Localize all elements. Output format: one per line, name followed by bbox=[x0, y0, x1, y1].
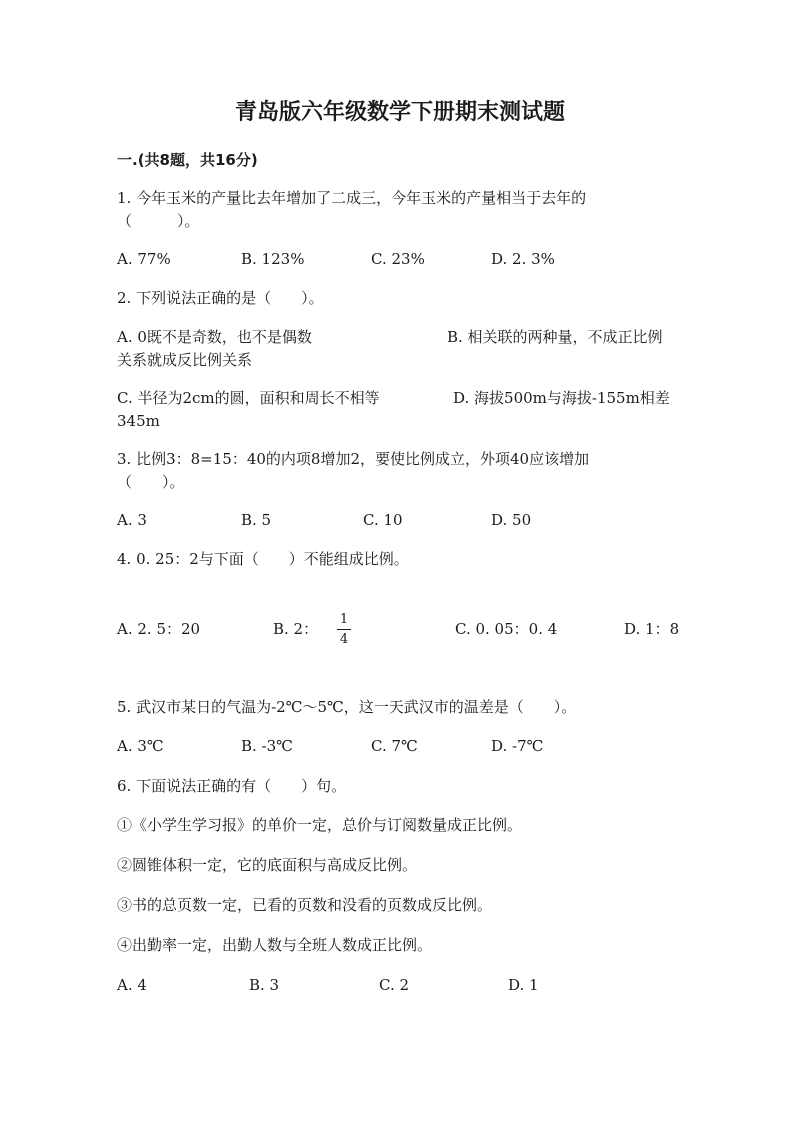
q6-statement-2: ②圆锥体积一定，它的底面积与高成反比例。 bbox=[117, 856, 418, 874]
q1-stem-line1: 1. 今年玉米的产量比去年增加了二成三，今年玉米的产量相当于去年的 bbox=[117, 189, 587, 207]
q4-option-a: A. 2. 5：20 bbox=[117, 620, 201, 638]
q2-option-d-cont: 345m bbox=[117, 412, 160, 430]
q4-stem: 4. 0. 25：2与下面（ ）不能组成比例。 bbox=[117, 550, 409, 568]
fraction-bar bbox=[337, 629, 351, 630]
q1-option-b: B. 123% bbox=[241, 250, 305, 268]
section-heading: 一.(共8题，共16分) bbox=[117, 151, 258, 169]
q4-option-b-fraction bbox=[334, 612, 354, 647]
page-title: 青岛版六年级数学下册期末测试题 bbox=[234, 100, 565, 125]
fraction-denominator: 4 bbox=[339, 632, 349, 647]
q3-option-d: D. 50 bbox=[491, 511, 532, 529]
q6-stem: 6. 下面说法正确的有（ ）句。 bbox=[117, 777, 347, 795]
q2-option-b-cont: 关系就成反比例关系 bbox=[117, 351, 253, 369]
q6-statement-4: ④出勤率一定，出勤人数与全班人数成正比例。 bbox=[117, 936, 433, 954]
q1-option-c: C. 23% bbox=[371, 250, 425, 268]
q3-stem-line2: （ ）。 bbox=[117, 473, 185, 491]
q1-stem-line2: （ ）。 bbox=[117, 212, 200, 230]
q3-option-c: C. 10 bbox=[363, 511, 403, 529]
q6-option-a: A. 4 bbox=[117, 976, 147, 994]
q3-option-b: B. 5 bbox=[241, 511, 272, 529]
q6-option-d: D. 1 bbox=[508, 976, 539, 994]
q5-stem: 5. 武汉市某日的气温为-2℃～5℃，这一天武汉市的温差是（ ）。 bbox=[117, 698, 577, 716]
q3-option-a: A. 3 bbox=[117, 511, 147, 529]
q6-option-b: B. 3 bbox=[249, 976, 280, 994]
q1-option-d: D. 2. 3% bbox=[491, 250, 555, 268]
q2-stem: 2. 下列说法正确的是（ ）。 bbox=[117, 289, 324, 307]
q2-option-b: B. 相关联的两种量，不成正比例 bbox=[447, 328, 663, 346]
q5-option-b: B. -3℃ bbox=[241, 737, 293, 755]
q6-statement-1: ①《小学生学习报》的单价一定，总价与订阅数量成正比例。 bbox=[117, 816, 523, 834]
q5-option-c: C. 7℃ bbox=[371, 737, 418, 755]
q4-option-b: B. 2： bbox=[273, 620, 319, 638]
q4-option-d: D. 1：8 bbox=[624, 620, 680, 638]
q6-statement-3: ③书的总页数一定，已看的页数和没看的页数成反比例。 bbox=[117, 896, 493, 914]
q5-option-d: D. -7℃ bbox=[491, 737, 544, 755]
q4-option-c: C. 0. 05：0. 4 bbox=[455, 620, 558, 638]
q1-option-a: A. 77% bbox=[117, 250, 171, 268]
q5-option-a: A. 3℃ bbox=[117, 737, 164, 755]
q2-option-c: C. 半径为2cm的圆，面积和周长不相等 bbox=[117, 389, 380, 407]
q3-stem-line1: 3. 比例3：8=15：40的内项8增加2，要使比例成立，外项40应该增加 bbox=[117, 450, 590, 468]
q2-option-a: A. 0既不是奇数，也不是偶数 bbox=[117, 328, 312, 346]
q2-option-d: D. 海拔500m与海拔-155m相差 bbox=[453, 389, 670, 407]
q6-option-c: C. 2 bbox=[379, 976, 410, 994]
fraction-numerator: 1 bbox=[339, 612, 349, 627]
